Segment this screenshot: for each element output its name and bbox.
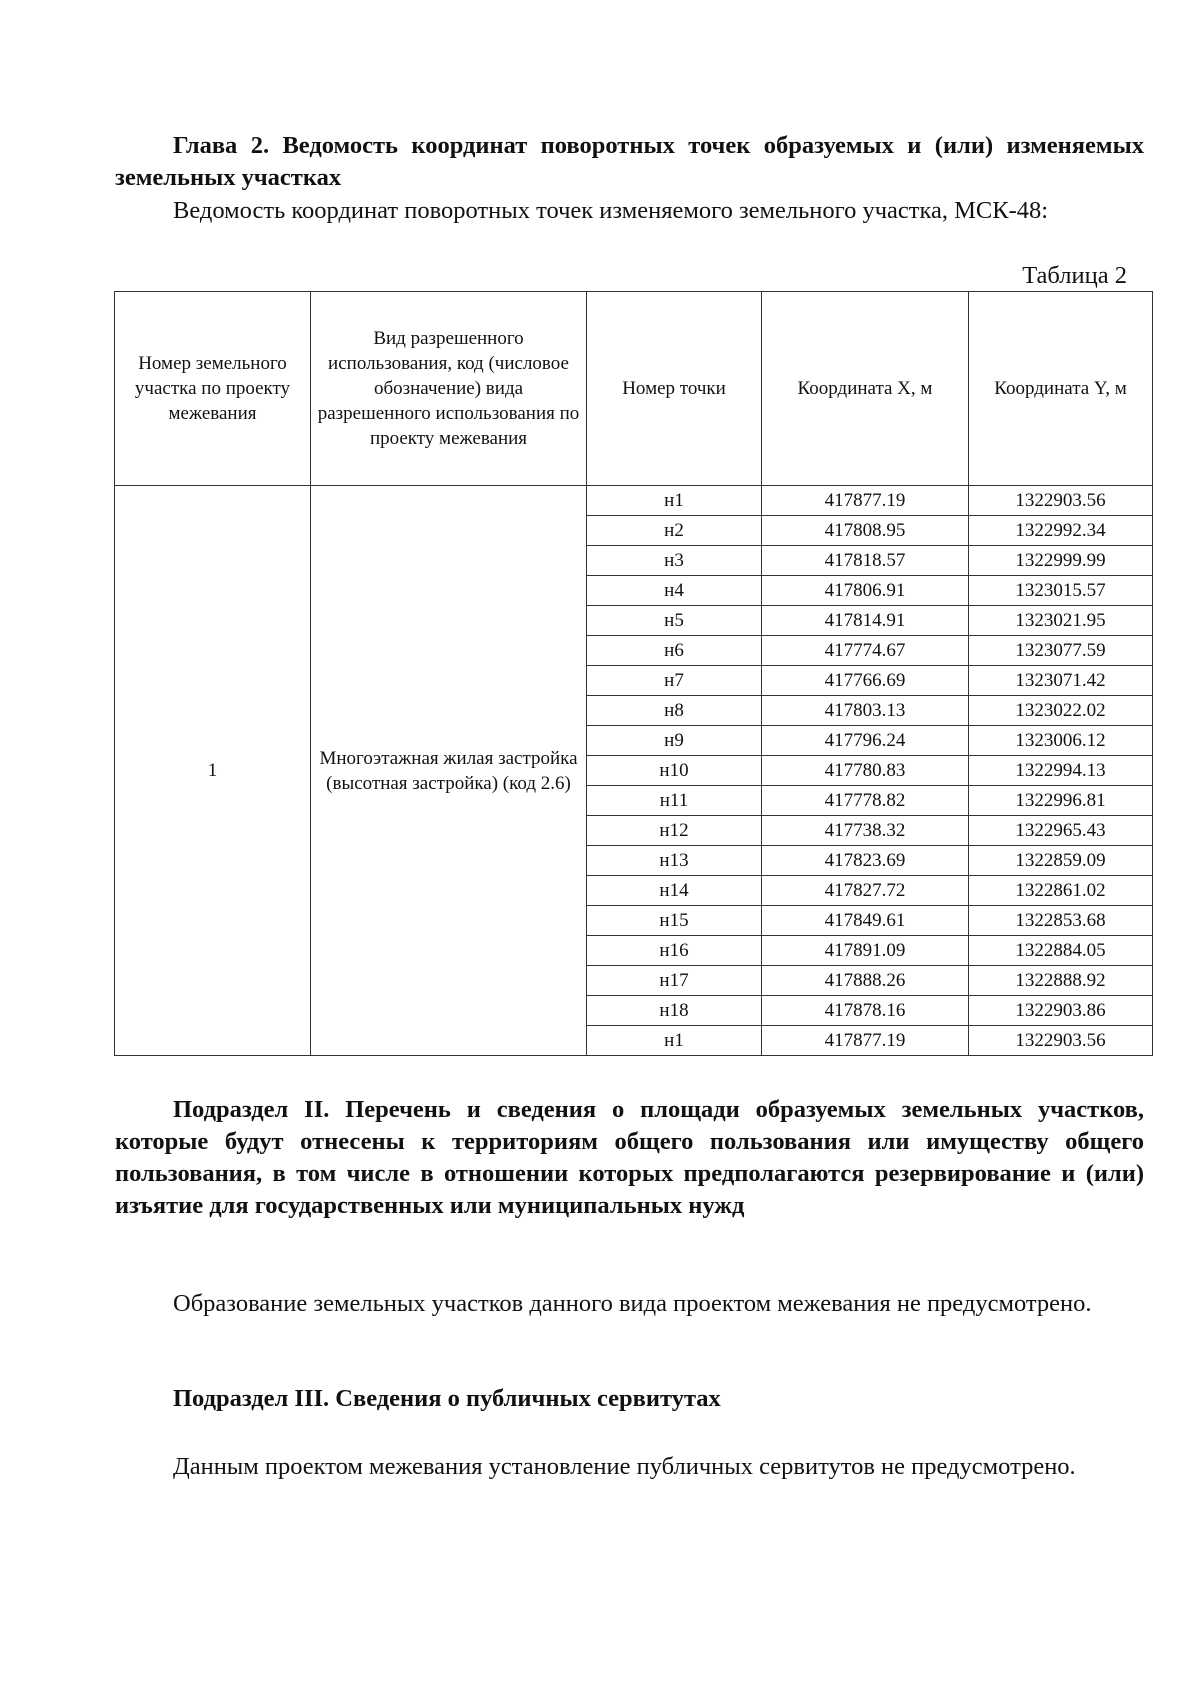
point-number-cell: н3 <box>587 546 762 576</box>
coordinate-x-cell: 417778.82 <box>762 786 969 816</box>
point-number-cell: н13 <box>587 846 762 876</box>
coordinate-y-cell: 1322859.09 <box>969 846 1153 876</box>
parcel-number-cell: 1 <box>115 486 311 1056</box>
coordinate-x-cell: 417766.69 <box>762 666 969 696</box>
coordinate-y-cell: 1322861.02 <box>969 876 1153 906</box>
coordinate-y-cell: 1322992.34 <box>969 516 1153 546</box>
point-number-cell: н16 <box>587 936 762 966</box>
table-caption: Таблица 2 <box>1022 262 1127 289</box>
coordinate-y-cell: 1322999.99 <box>969 546 1153 576</box>
chapter-heading: Глава 2. Ведомость координат поворотных точек образуемых и (или) изменяемых земельных участках <box>115 132 1144 191</box>
coordinate-x-cell: 417891.09 <box>762 936 969 966</box>
coordinate-y-cell: 1323006.12 <box>969 726 1153 756</box>
header-coordinate-y: Координата Y, м <box>969 292 1153 486</box>
coordinate-y-cell: 1322888.92 <box>969 966 1153 996</box>
coordinate-x-cell: 417878.16 <box>762 996 969 1026</box>
coordinate-x-cell: 417849.61 <box>762 906 969 936</box>
coordinate-x-cell: 417808.95 <box>762 516 969 546</box>
coordinate-y-cell: 1323022.02 <box>969 696 1153 726</box>
subsection2-heading: Подраздел II. Перечень и сведения о площади образуемых земельных участков, которые будут отнесены к территориям общего пользования или имуществу общего пользования, в том числе в отношении которых предполагаются резервирование и (или) изъятие для государственных или муниципальных нужд <box>115 1096 1144 1219</box>
header-parcel-number: Номер земельного участка по проекту межевания <box>115 292 311 486</box>
coordinate-y-cell: 1323071.42 <box>969 666 1153 696</box>
land-use-cell: Многоэтажная жилая застройка (высотная застройка) (код 2.6) <box>311 486 587 1056</box>
header-point-number: Номер точки <box>587 292 762 486</box>
coordinate-x-cell: 417877.19 <box>762 1026 969 1056</box>
coordinate-x-cell: 417827.72 <box>762 876 969 906</box>
point-number-cell: н11 <box>587 786 762 816</box>
coordinates-table <box>114 291 1153 1056</box>
coordinate-y-cell: 1322996.81 <box>969 786 1153 816</box>
coordinate-x-cell: 417796.24 <box>762 726 969 756</box>
coordinate-x-cell: 417738.32 <box>762 816 969 846</box>
intro-paragraph: Ведомость координат поворотных точек изменяемого земельного участка, МСК-48: <box>173 197 1049 224</box>
coordinate-x-cell: 417888.26 <box>762 966 969 996</box>
subsection3-text: Данным проектом межевания установление публичных сервитутов не предусмотрено. <box>173 1453 1076 1480</box>
point-number-cell: н4 <box>587 576 762 606</box>
point-number-cell: н10 <box>587 756 762 786</box>
coordinate-y-cell: 1323015.57 <box>969 576 1153 606</box>
coordinate-y-cell: 1322903.56 <box>969 1026 1153 1056</box>
coordinate-y-cell: 1323021.95 <box>969 606 1153 636</box>
subsection3-heading-block <box>115 1383 1144 1415</box>
point-number-cell: н8 <box>587 696 762 726</box>
point-number-cell: н1 <box>587 486 762 516</box>
coordinate-x-cell: 417780.83 <box>762 756 969 786</box>
coordinate-x-cell: 417877.19 <box>762 486 969 516</box>
point-number-cell: н2 <box>587 516 762 546</box>
chapter-heading-block <box>115 130 1144 194</box>
coordinate-y-cell: 1322994.13 <box>969 756 1153 786</box>
header-land-use: Вид разрешенного использования, код (числовое обозначение) вида разрешенного использования по проекту межевания <box>311 292 587 486</box>
coordinate-x-cell: 417818.57 <box>762 546 969 576</box>
point-number-cell: н7 <box>587 666 762 696</box>
table-header-row <box>115 292 1153 486</box>
coordinate-x-cell: 417823.69 <box>762 846 969 876</box>
coordinate-y-cell: 1322903.56 <box>969 486 1153 516</box>
point-number-cell: н18 <box>587 996 762 1026</box>
point-number-cell: н14 <box>587 876 762 906</box>
coordinate-y-cell: 1322884.05 <box>969 936 1153 966</box>
point-number-cell: н6 <box>587 636 762 666</box>
coordinate-x-cell: 417774.67 <box>762 636 969 666</box>
coordinate-x-cell: 417803.13 <box>762 696 969 726</box>
coordinate-y-cell: 1322853.68 <box>969 906 1153 936</box>
subsection2-text: Образование земельных участков данного вида проектом межевания не предусмотрено. <box>173 1290 1092 1317</box>
point-number-cell: н9 <box>587 726 762 756</box>
coordinate-y-cell: 1323077.59 <box>969 636 1153 666</box>
header-coordinate-x: Координата X, м <box>762 292 969 486</box>
coordinate-y-cell: 1322965.43 <box>969 816 1153 846</box>
intro-paragraph-block <box>115 195 1144 227</box>
coordinate-y-cell: 1322903.86 <box>969 996 1153 1026</box>
coordinate-x-cell: 417806.91 <box>762 576 969 606</box>
subsection2-text-block <box>115 1288 1144 1320</box>
table-row <box>115 486 1153 516</box>
point-number-cell: н17 <box>587 966 762 996</box>
point-number-cell: н1 <box>587 1026 762 1056</box>
point-number-cell: н15 <box>587 906 762 936</box>
table-body <box>115 486 1153 1056</box>
point-number-cell: н12 <box>587 816 762 846</box>
coordinate-x-cell: 417814.91 <box>762 606 969 636</box>
subsection3-heading: Подраздел III. Сведения о публичных сервитутах <box>173 1385 721 1412</box>
subsection3-text-block <box>115 1451 1144 1483</box>
subsection2-heading-block <box>115 1094 1144 1222</box>
point-number-cell: н5 <box>587 606 762 636</box>
